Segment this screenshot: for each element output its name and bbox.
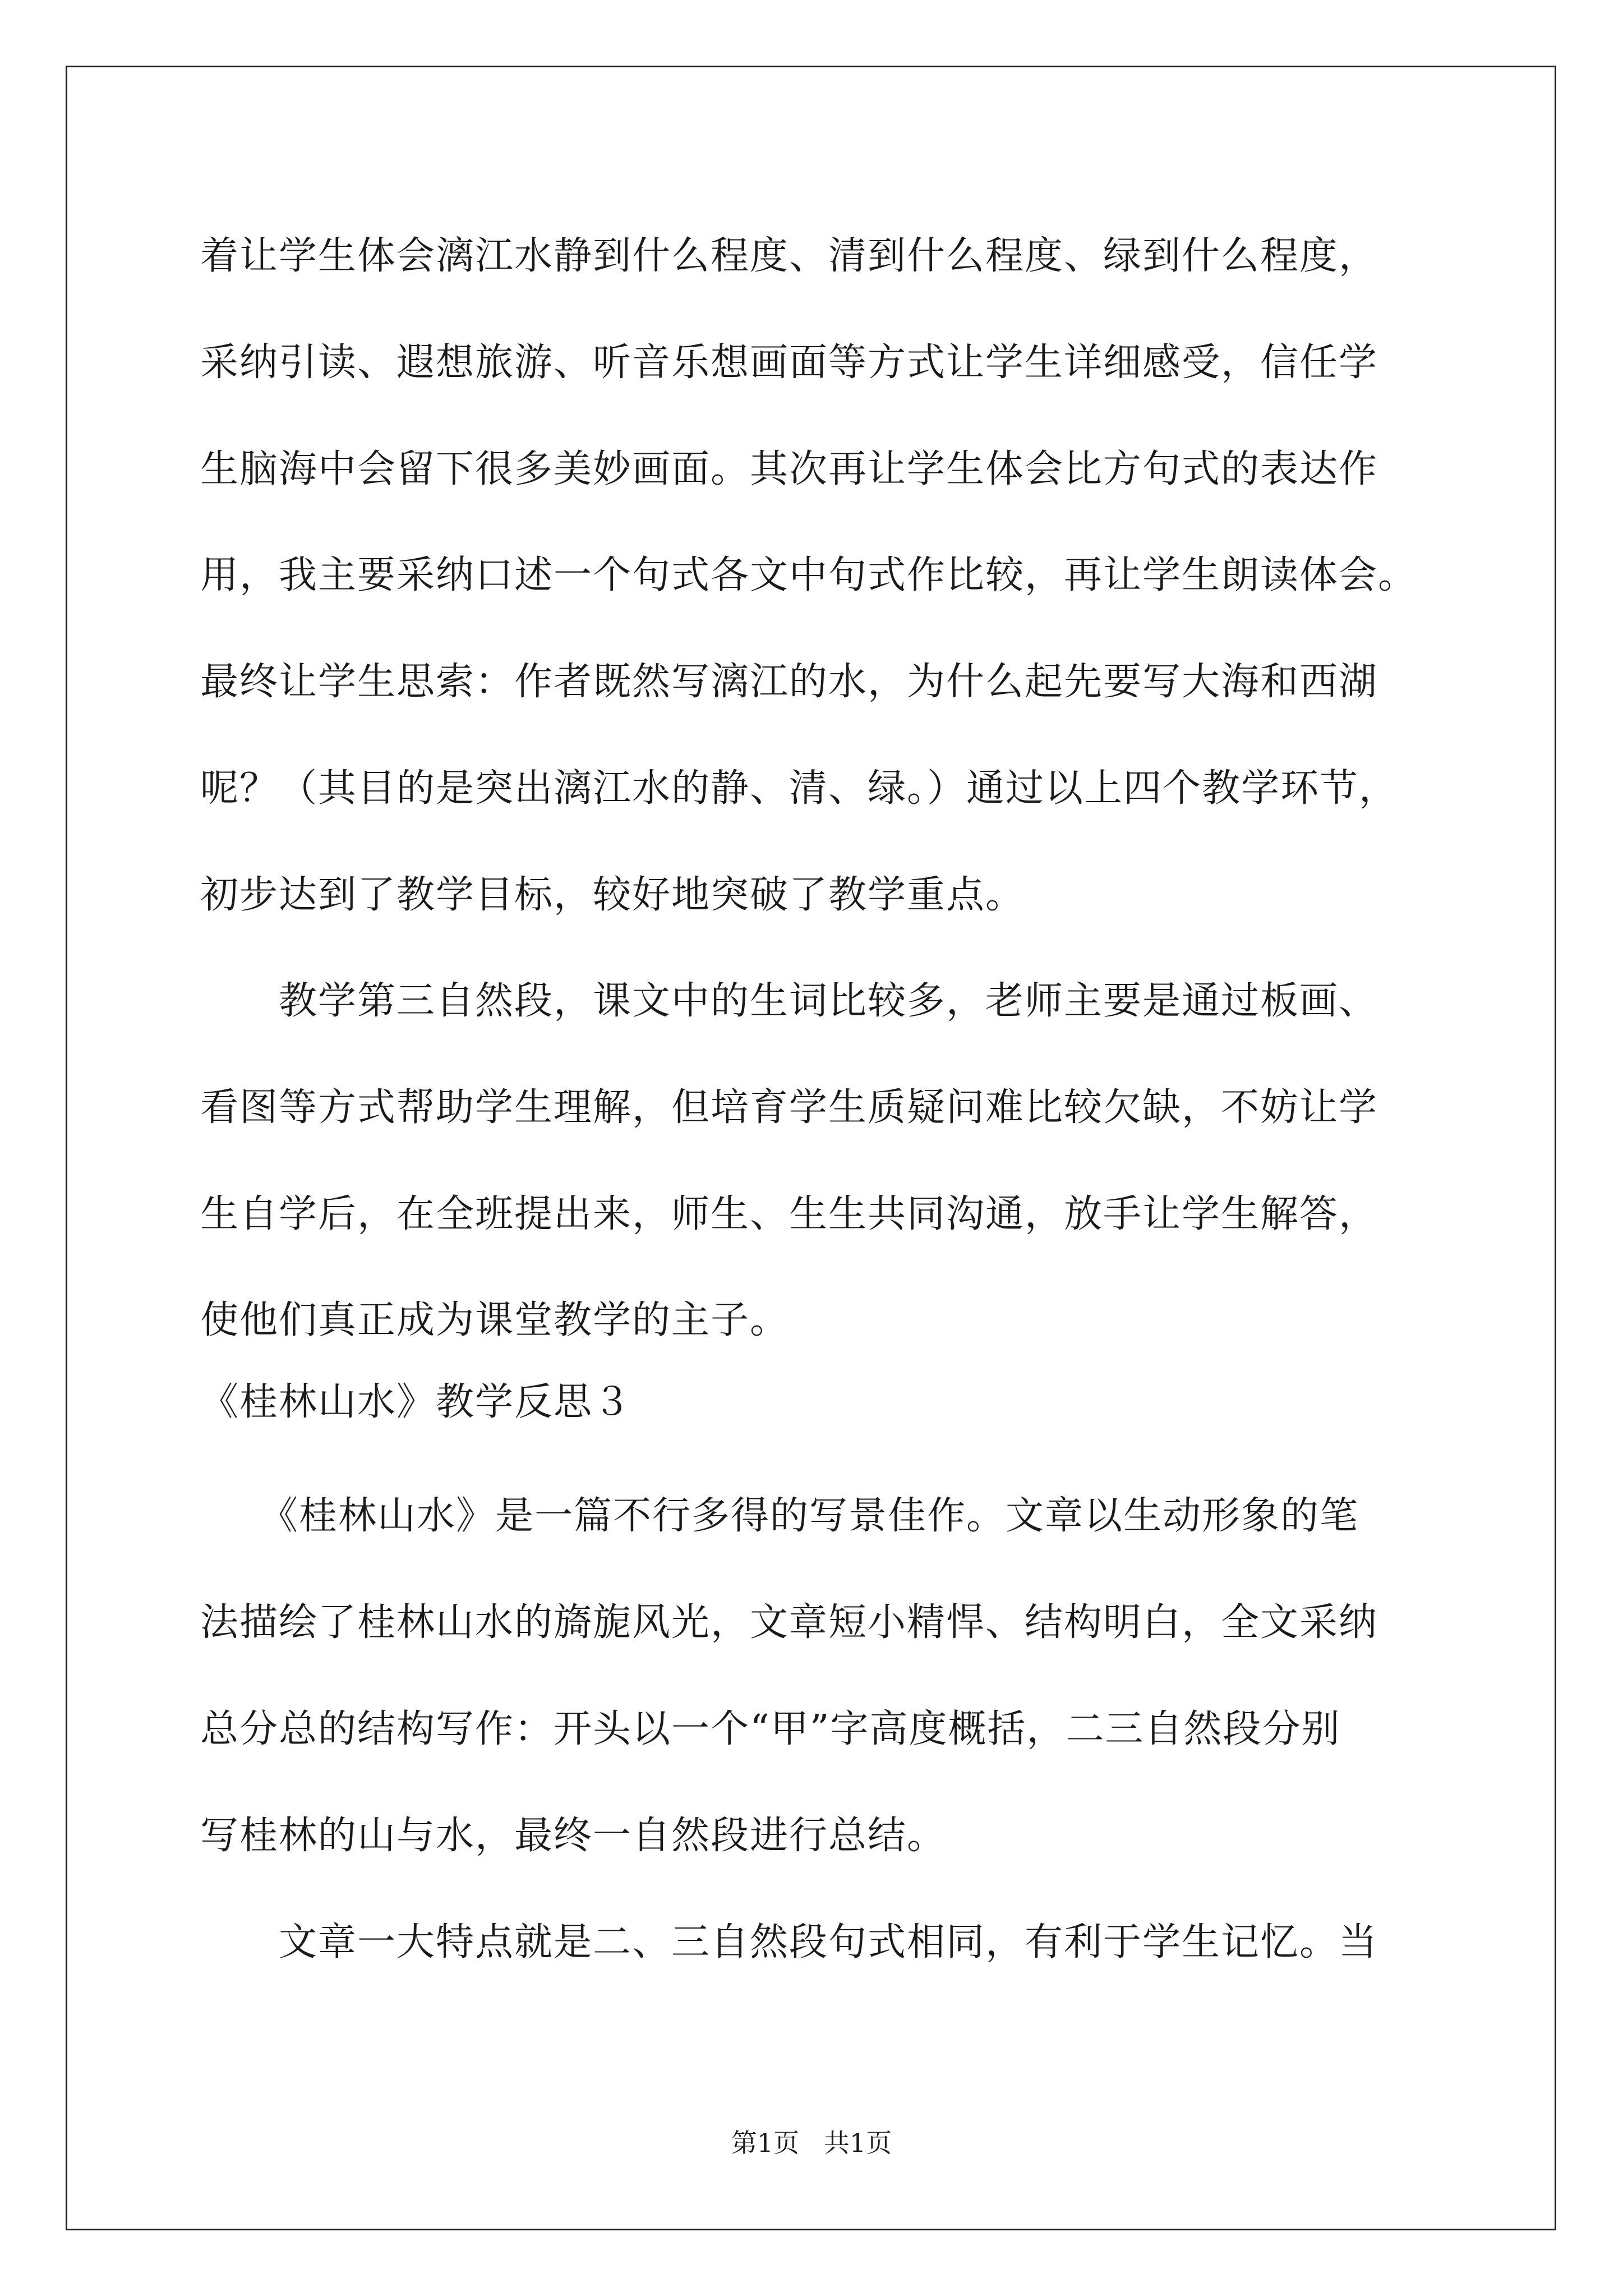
body-text-line: 采纳引读、遐想旅游、听音乐想画面等方式让学生详细感受，信任学 [200,341,1378,385]
body-text-line: 法描绘了桂林山水的旖旎风光，文章短小精悍、结构明白，全文采纳 [200,1600,1378,1645]
body-text-line: 写桂林的山与水，最终一自然段进行总结。 [200,1814,947,1858]
page-border [66,66,1556,2230]
body-text-line: 呢？（其目的是突出漓江水的静、清、绿。）通过以上四个教学环节， [200,766,1399,811]
body-text-line: 生脑海中会留下很多美妙画面。其次再让学生体会比方句式的表达作 [200,447,1378,491]
body-text-line: 用，我主要采纳口述一个句式各文中句式作比较，再让学生朗读体会。 [200,553,1418,597]
body-text-line: 生自学后，在全班提出来，师生、生生共同沟通，放手让学生解答， [200,1192,1378,1236]
body-text-line: 看图等方式帮助学生理解，但培育学生质疑问难比较欠缺，不妨让学 [200,1085,1378,1130]
body-text-line: 最终让学生思索：作者既然写漓江的水，为什么起先要写大海和西湖 [200,660,1378,704]
body-text-line: 总分总的结构写作：开头以一个“甲”字高度概括，二三自然段分别 [200,1707,1341,1751]
body-text-line: 文章一大特点就是二、三自然段句式相同，有利于学生记忆。当 [200,1920,1378,1964]
body-text-line: 使他们真正成为课堂教学的主子。 [200,1298,790,1342]
body-text-line: 初步达到了教学目标，较好地突破了教学重点。 [200,873,1025,917]
page-footer: 第1页 共1页 [731,2128,892,2158]
body-text-line: 教学第三自然段，课文中的生词比较多，老师主要是通过板画、 [200,979,1378,1023]
section-heading: 《桂林山水》教学反思３ [200,1380,633,1424]
body-text-line: 《桂林山水》是一篇不行多得的写景佳作。文章以生动形象的笔 [200,1494,1359,1538]
body-text-line: 着让学生体会漓江水静到什么程度、清到什么程度、绿到什么程度， [200,234,1378,278]
